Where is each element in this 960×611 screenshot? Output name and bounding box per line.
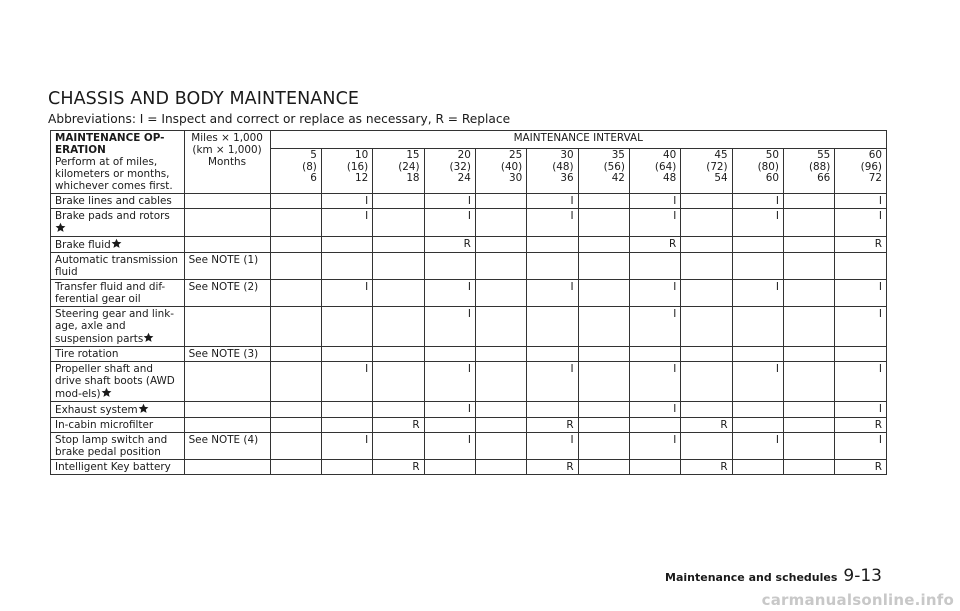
interval-mark-cell	[578, 402, 629, 418]
interval-mark-cell	[681, 209, 732, 237]
interval-header-cell: 50 (80) 60	[732, 149, 783, 194]
interval-mark-cell	[373, 194, 424, 209]
interval-mark-cell	[578, 433, 629, 460]
interval-mark-cell	[270, 402, 321, 418]
interval-mark-cell	[321, 253, 372, 280]
interval-header-cell: 55 (88) 66	[783, 149, 834, 194]
maintenance-table	[50, 130, 887, 475]
interval-mark-cell	[270, 237, 321, 253]
interval-mark-cell	[475, 347, 526, 362]
interval-mark-cell	[475, 402, 526, 418]
interval-mark-cell	[578, 253, 629, 280]
note-cell	[184, 209, 270, 237]
interval-mark-cell: R	[629, 237, 680, 253]
interval-mark-cell	[783, 253, 834, 280]
operation-label: Tire rotation	[55, 348, 119, 360]
note-cell	[184, 307, 270, 347]
interval-mark-cell	[373, 433, 424, 460]
interval-mark-cell	[373, 362, 424, 402]
operation-label: Brake fluid	[55, 239, 111, 251]
interval-mark-cell	[424, 418, 475, 433]
interval-mark-cell	[373, 307, 424, 347]
operation-label: In-cabin microfilter	[55, 419, 154, 431]
header-operation-cell	[51, 131, 185, 194]
interval-mark-cell	[270, 433, 321, 460]
interval-mark-cell	[270, 347, 321, 362]
interval-mark-cell	[527, 253, 578, 280]
interval-mark-cell	[732, 418, 783, 433]
interval-mark-cell: R	[424, 237, 475, 253]
header-row-1	[51, 131, 887, 149]
interval-mark-cell	[835, 347, 887, 362]
interval-mark-cell	[783, 209, 834, 237]
interval-mark-cell	[373, 347, 424, 362]
operation-label: Propeller shaft and drive shaft boots (AWD mod-els)	[55, 363, 175, 400]
note-cell	[184, 460, 270, 475]
interval-mark-cell	[578, 307, 629, 347]
table-row	[51, 209, 887, 237]
operation-cell	[51, 418, 185, 433]
interval-mark-cell: I	[424, 194, 475, 209]
note-cell	[184, 402, 270, 418]
operation-cell	[51, 194, 185, 209]
table-row	[51, 253, 887, 280]
interval-mark-cell	[475, 194, 526, 209]
interval-mark-cell	[783, 347, 834, 362]
interval-mark-cell: R	[835, 460, 887, 475]
interval-mark-cell: I	[527, 433, 578, 460]
operation-label: Intelligent Key battery	[55, 461, 171, 473]
interval-mark-cell	[732, 402, 783, 418]
interval-mark-cell	[783, 362, 834, 402]
interval-mark-cell: R	[681, 418, 732, 433]
interval-mark-cell: R	[373, 418, 424, 433]
interval-mark-cell: I	[424, 209, 475, 237]
interval-mark-cell: R	[527, 460, 578, 475]
interval-mark-cell	[578, 194, 629, 209]
interval-mark-cell: I	[321, 209, 372, 237]
interval-mark-cell	[578, 460, 629, 475]
note-cell: See NOTE (2)	[184, 280, 270, 307]
interval-mark-cell	[783, 307, 834, 347]
interval-mark-cell	[681, 253, 732, 280]
header-miles-label: Miles × 1,000 (km × 1,000) Months	[184, 131, 270, 194]
star-icon	[101, 387, 112, 398]
operation-cell	[51, 209, 185, 237]
interval-mark-cell: R	[527, 418, 578, 433]
header-operation-title: MAINTENANCE OP-ERATION	[55, 132, 165, 156]
interval-mark-cell: I	[629, 402, 680, 418]
operation-label: Brake lines and cables	[55, 195, 172, 207]
interval-mark-cell	[732, 347, 783, 362]
interval-mark-cell	[475, 253, 526, 280]
interval-mark-cell	[681, 362, 732, 402]
interval-mark-cell	[783, 460, 834, 475]
table-row	[51, 460, 887, 475]
interval-mark-cell: I	[732, 194, 783, 209]
table-row	[51, 194, 887, 209]
interval-mark-cell	[783, 194, 834, 209]
interval-mark-cell: I	[527, 209, 578, 237]
interval-mark-cell: I	[629, 433, 680, 460]
page-footer	[665, 566, 882, 586]
interval-mark-cell	[373, 253, 424, 280]
interval-mark-cell: I	[321, 194, 372, 209]
note-cell: See NOTE (1)	[184, 253, 270, 280]
table-body	[51, 194, 887, 475]
star-icon	[143, 332, 154, 343]
interval-mark-cell	[475, 433, 526, 460]
operation-cell	[51, 362, 185, 402]
note-cell	[184, 362, 270, 402]
interval-mark-cell	[629, 460, 680, 475]
interval-mark-cell	[681, 347, 732, 362]
interval-mark-cell	[270, 418, 321, 433]
interval-mark-cell	[270, 307, 321, 347]
interval-mark-cell	[732, 253, 783, 280]
note-cell	[184, 237, 270, 253]
interval-mark-cell	[475, 460, 526, 475]
table-row	[51, 237, 887, 253]
interval-mark-cell: I	[835, 402, 887, 418]
interval-mark-cell	[373, 209, 424, 237]
interval-mark-cell: I	[732, 362, 783, 402]
interval-mark-cell: R	[835, 237, 887, 253]
interval-mark-cell	[527, 307, 578, 347]
interval-mark-cell	[321, 307, 372, 347]
footer-page-number: 9-13	[843, 566, 882, 586]
interval-mark-cell: R	[835, 418, 887, 433]
interval-mark-cell	[321, 402, 372, 418]
table-row	[51, 362, 887, 402]
interval-header-cell: 35 (56) 42	[578, 149, 629, 194]
interval-mark-cell: I	[835, 433, 887, 460]
operation-cell	[51, 253, 185, 280]
interval-mark-cell: I	[732, 280, 783, 307]
interval-mark-cell	[783, 237, 834, 253]
interval-mark-cell	[321, 237, 372, 253]
page-title: CHASSIS AND BODY MAINTENANCE	[48, 89, 360, 109]
operation-cell	[51, 237, 185, 253]
operation-cell	[51, 347, 185, 362]
operation-cell	[51, 433, 185, 460]
interval-mark-cell	[270, 253, 321, 280]
interval-mark-cell: I	[321, 280, 372, 307]
interval-mark-cell	[681, 433, 732, 460]
interval-header-cell: 45 (72) 54	[681, 149, 732, 194]
table-row	[51, 280, 887, 307]
interval-mark-cell	[578, 209, 629, 237]
interval-mark-cell: I	[732, 433, 783, 460]
operation-label: Exhaust system	[55, 404, 138, 416]
interval-mark-cell: I	[835, 362, 887, 402]
table-row	[51, 402, 887, 418]
interval-header-cell: 15 (24) 18	[373, 149, 424, 194]
interval-mark-cell	[475, 209, 526, 237]
interval-mark-cell	[629, 418, 680, 433]
interval-mark-cell	[475, 237, 526, 253]
interval-mark-cell	[270, 280, 321, 307]
interval-header-cell: 60 (96) 72	[835, 149, 887, 194]
star-icon	[138, 403, 149, 414]
star-icon	[55, 222, 66, 233]
interval-mark-cell	[732, 237, 783, 253]
interval-mark-cell: I	[835, 307, 887, 347]
interval-header-cell: 40 (64) 48	[629, 149, 680, 194]
interval-mark-cell	[321, 347, 372, 362]
interval-mark-cell: I	[321, 362, 372, 402]
interval-mark-cell	[681, 194, 732, 209]
interval-mark-cell	[270, 209, 321, 237]
header-operation-note: Perform at of miles, kilometers or months, whichever comes first.	[55, 156, 173, 192]
interval-mark-cell: I	[527, 280, 578, 307]
interval-mark-cell	[270, 194, 321, 209]
interval-mark-cell	[578, 347, 629, 362]
operation-cell	[51, 280, 185, 307]
footer-section-name: Maintenance and schedules	[665, 571, 838, 584]
interval-mark-cell	[578, 362, 629, 402]
interval-mark-cell	[629, 253, 680, 280]
interval-header-cell: 10 (16) 12	[321, 149, 372, 194]
note-cell	[184, 194, 270, 209]
interval-mark-cell	[424, 460, 475, 475]
interval-mark-cell	[373, 402, 424, 418]
note-cell: See NOTE (4)	[184, 433, 270, 460]
interval-mark-cell	[732, 460, 783, 475]
header-interval-title: MAINTENANCE INTERVAL	[270, 131, 886, 149]
interval-mark-cell: I	[629, 362, 680, 402]
interval-mark-cell: I	[424, 307, 475, 347]
operation-label: Stop lamp switch and brake pedal position	[55, 434, 168, 458]
interval-mark-cell	[321, 418, 372, 433]
interval-mark-cell	[373, 280, 424, 307]
operation-label: Transfer fluid and dif-ferential gear oil	[55, 281, 166, 305]
abbreviations-text: Abbreviations: I = Inspect and correct or replace as necessary, R = Replace	[48, 112, 511, 126]
interval-mark-cell	[578, 418, 629, 433]
interval-mark-cell: I	[424, 402, 475, 418]
interval-mark-cell	[475, 307, 526, 347]
interval-mark-cell	[270, 362, 321, 402]
interval-mark-cell: I	[629, 209, 680, 237]
interval-mark-cell	[527, 237, 578, 253]
table-row	[51, 433, 887, 460]
interval-mark-cell	[424, 347, 475, 362]
table-row	[51, 307, 887, 347]
interval-mark-cell: R	[681, 460, 732, 475]
operation-cell	[51, 402, 185, 418]
operation-label: Steering gear and link-age, axle and suspension parts	[55, 308, 175, 345]
interval-mark-cell: I	[424, 280, 475, 307]
interval-mark-cell: I	[835, 280, 887, 307]
operation-cell	[51, 460, 185, 475]
interval-mark-cell	[783, 402, 834, 418]
interval-mark-cell	[681, 237, 732, 253]
interval-mark-cell	[732, 307, 783, 347]
interval-mark-cell: I	[835, 194, 887, 209]
interval-mark-cell	[783, 280, 834, 307]
interval-mark-cell	[373, 237, 424, 253]
interval-mark-cell: R	[373, 460, 424, 475]
operation-label: Automatic transmission fluid	[55, 254, 178, 278]
interval-mark-cell: I	[424, 433, 475, 460]
interval-mark-cell: I	[527, 362, 578, 402]
interval-mark-cell: I	[527, 194, 578, 209]
interval-mark-cell	[321, 460, 372, 475]
interval-mark-cell	[578, 280, 629, 307]
interval-mark-cell: I	[629, 280, 680, 307]
interval-mark-cell: I	[835, 209, 887, 237]
table-row	[51, 347, 887, 362]
interval-mark-cell	[681, 402, 732, 418]
interval-mark-cell	[578, 237, 629, 253]
note-cell	[184, 418, 270, 433]
interval-mark-cell	[835, 253, 887, 280]
interval-mark-cell	[527, 347, 578, 362]
interval-mark-cell: I	[629, 194, 680, 209]
operation-cell	[51, 307, 185, 347]
interval-header-cell: 30 (48) 36	[527, 149, 578, 194]
interval-mark-cell	[783, 433, 834, 460]
interval-header-cell: 20 (32) 24	[424, 149, 475, 194]
interval-mark-cell: I	[629, 307, 680, 347]
star-icon	[111, 238, 122, 249]
operation-label: Brake pads and rotors	[55, 210, 170, 222]
interval-mark-cell	[475, 418, 526, 433]
interval-mark-cell	[424, 253, 475, 280]
note-cell: See NOTE (3)	[184, 347, 270, 362]
interval-mark-cell	[527, 402, 578, 418]
interval-header-cell: 25 (40) 30	[475, 149, 526, 194]
interval-mark-cell	[270, 460, 321, 475]
interval-mark-cell: I	[732, 209, 783, 237]
interval-mark-cell	[629, 347, 680, 362]
interval-mark-cell	[783, 418, 834, 433]
interval-mark-cell	[475, 362, 526, 402]
interval-mark-cell: I	[321, 433, 372, 460]
watermark: carmanualsonline.info	[761, 591, 954, 609]
table-row	[51, 418, 887, 433]
interval-mark-cell: I	[424, 362, 475, 402]
interval-mark-cell	[681, 280, 732, 307]
interval-mark-cell	[681, 307, 732, 347]
interval-mark-cell	[475, 280, 526, 307]
interval-header-cell: 5 (8) 6	[270, 149, 321, 194]
